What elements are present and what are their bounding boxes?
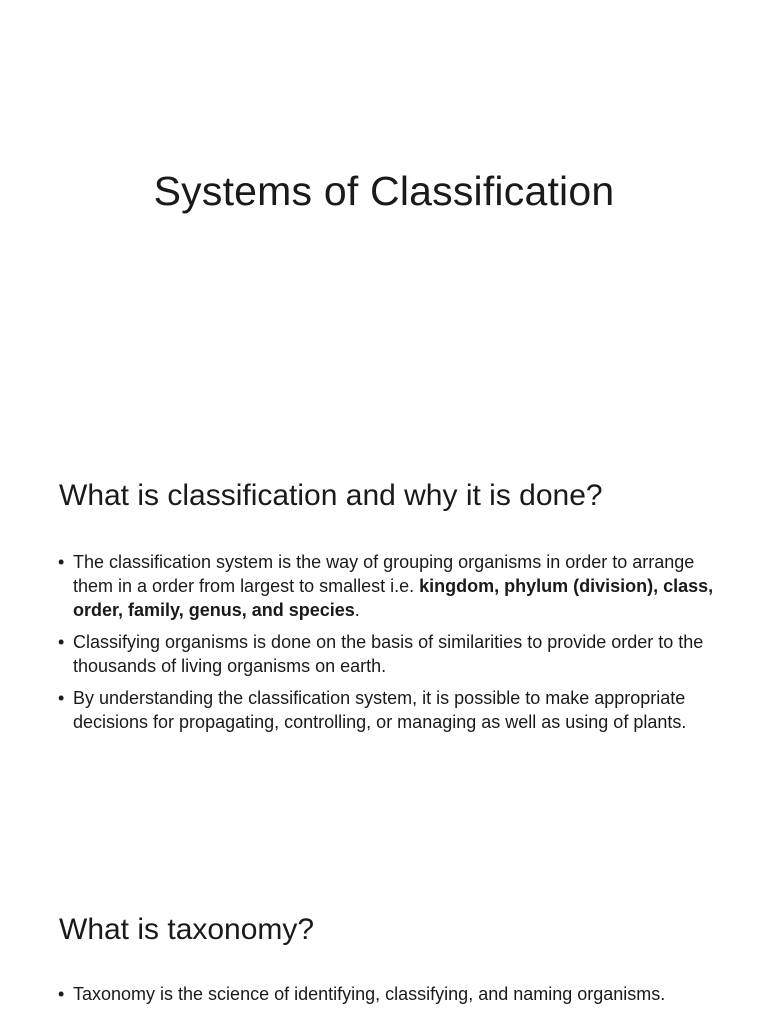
bullet-item — [58, 630, 718, 678]
section-heading-taxonomy: What is taxonomy? — [59, 913, 315, 946]
slide-title: Systems of Classification — [153, 168, 615, 214]
bullet-item — [58, 686, 718, 734]
bullet-text-end: . — [354, 600, 360, 620]
bullet-item — [58, 982, 718, 1006]
bullet-item — [58, 550, 718, 622]
section-heading-classification: What is classification and why it is done? — [59, 479, 603, 512]
bullet-text: Classifying organisms is done on the basis of similarities to provide order to the thousands of living organisms on earth. — [73, 632, 704, 676]
bullet-text: By understanding the classification system, it is possible to make appropriate decisions for propagating, controlling, or managing as well as using of plants. — [73, 688, 687, 732]
classification-bullet-list — [58, 550, 718, 742]
taxonomy-bullet-list — [58, 982, 718, 1014]
bullet-dot-icon: • — [58, 984, 65, 1004]
bullet-dot-icon: • — [58, 552, 65, 572]
bullet-dot-icon: • — [58, 688, 65, 708]
bullet-text: The classification system is the way of grouping organisms in order to arrange them in a order from largest to smallest i.e. — [73, 552, 695, 596]
bullet-bold-text: kingdom, phylum (division), class, order, family, genus, and species — [73, 576, 714, 620]
bullet-dot-icon: • — [58, 632, 65, 652]
bullet-text: Taxonomy is the science of identifying, classifying, and naming organisms. — [73, 984, 666, 1004]
